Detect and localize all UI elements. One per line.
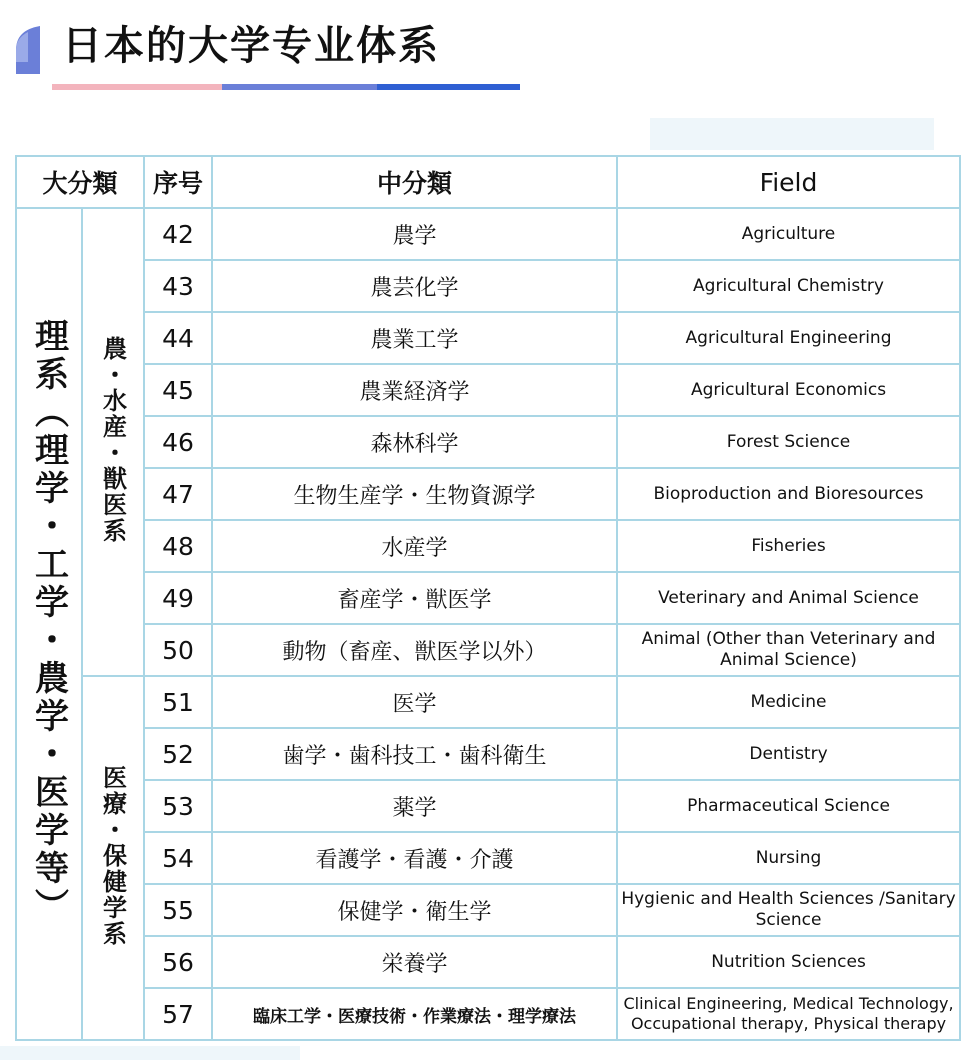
table-row xyxy=(16,832,960,884)
table-row xyxy=(16,936,960,988)
table-row xyxy=(16,884,960,936)
row-field: Agricultural Economics xyxy=(617,364,960,416)
row-middle-category: 動物（畜産、獣医学以外） xyxy=(212,624,617,676)
title-accent-icon xyxy=(14,22,44,78)
table-row xyxy=(16,520,960,572)
row-middle-category: 看護学・看護・介護 xyxy=(212,832,617,884)
row-number: 45 xyxy=(144,364,212,416)
row-middle-category: 保健学・衛生学 xyxy=(212,884,617,936)
major-table xyxy=(15,155,961,1041)
row-number: 51 xyxy=(144,676,212,728)
row-number: 49 xyxy=(144,572,212,624)
row-field: Pharmaceutical Science xyxy=(617,780,960,832)
row-number: 56 xyxy=(144,936,212,988)
row-number: 57 xyxy=(144,988,212,1040)
page-title: 日本的大学专业体系 xyxy=(62,23,440,69)
row-field: Hygienic and Health Sciences /Sanitary Science xyxy=(617,884,960,936)
major-category-label: 理系（理学・工学・農学・医学等） xyxy=(28,318,69,926)
table-row xyxy=(16,624,960,676)
table-row xyxy=(16,572,960,624)
row-field: Agricultural Engineering xyxy=(617,312,960,364)
row-field: Animal (Other than Veterinary and Animal Science) xyxy=(617,624,960,676)
row-middle-category: 農芸化学 xyxy=(212,260,617,312)
row-middle-category: 水産学 xyxy=(212,520,617,572)
row-field: Fisheries xyxy=(617,520,960,572)
group-cell xyxy=(82,676,144,1040)
row-number: 53 xyxy=(144,780,212,832)
row-middle-category: 栄養学 xyxy=(212,936,617,988)
group-label: 医療・保健学系 xyxy=(98,765,127,947)
table-row xyxy=(16,780,960,832)
table-row xyxy=(16,260,960,312)
row-middle-category: 農学 xyxy=(212,208,617,260)
row-number: 48 xyxy=(144,520,212,572)
header-field: Field xyxy=(617,156,960,208)
table-row xyxy=(16,676,960,728)
major-category-cell xyxy=(16,208,82,1040)
faded-watermark xyxy=(650,118,934,150)
group-cell xyxy=(82,208,144,676)
table-row xyxy=(16,364,960,416)
row-field: Dentistry xyxy=(617,728,960,780)
row-field: Nutrition Sciences xyxy=(617,936,960,988)
table-row xyxy=(16,312,960,364)
table-row xyxy=(16,416,960,468)
row-middle-category: 畜産学・獣医学 xyxy=(212,572,617,624)
faded-watermark xyxy=(0,1046,300,1060)
header-middle: 中分類 xyxy=(212,156,617,208)
row-middle-category: 農業工学 xyxy=(212,312,617,364)
row-middle-category: 農業経済学 xyxy=(212,364,617,416)
page-header xyxy=(14,18,534,98)
row-number: 50 xyxy=(144,624,212,676)
row-field: Medicine xyxy=(617,676,960,728)
row-middle-category: 薬学 xyxy=(212,780,617,832)
row-field: Nursing xyxy=(617,832,960,884)
row-number: 54 xyxy=(144,832,212,884)
row-number: 52 xyxy=(144,728,212,780)
header-number: 序号 xyxy=(144,156,212,208)
row-number: 43 xyxy=(144,260,212,312)
row-field: Clinical Engineering, Medical Technology, Occupational therapy, Physical therapy xyxy=(617,988,960,1040)
row-number: 46 xyxy=(144,416,212,468)
table-row xyxy=(16,988,960,1040)
row-field: Forest Science xyxy=(617,416,960,468)
row-number: 55 xyxy=(144,884,212,936)
row-number: 44 xyxy=(144,312,212,364)
table-row xyxy=(16,728,960,780)
row-middle-category: 歯学・歯科技工・歯科衛生 xyxy=(212,728,617,780)
row-middle-category: 生物生産学・生物資源学 xyxy=(212,468,617,520)
header-major: 大分類 xyxy=(16,156,144,208)
table-header-row xyxy=(16,156,960,208)
row-field: Agriculture xyxy=(617,208,960,260)
group-label: 農・水産・獣医系 xyxy=(98,336,127,544)
table-row xyxy=(16,208,960,260)
row-middle-category: 臨床工学・医療技術・作業療法・理学療法 xyxy=(212,988,617,1040)
row-field: Veterinary and Animal Science xyxy=(617,572,960,624)
title-underline xyxy=(52,84,520,90)
row-number: 42 xyxy=(144,208,212,260)
row-middle-category: 森林科学 xyxy=(212,416,617,468)
row-middle-category: 医学 xyxy=(212,676,617,728)
row-field: Agricultural Chemistry xyxy=(617,260,960,312)
row-number: 47 xyxy=(144,468,212,520)
row-field: Bioproduction and Bioresources xyxy=(617,468,960,520)
table-row xyxy=(16,468,960,520)
